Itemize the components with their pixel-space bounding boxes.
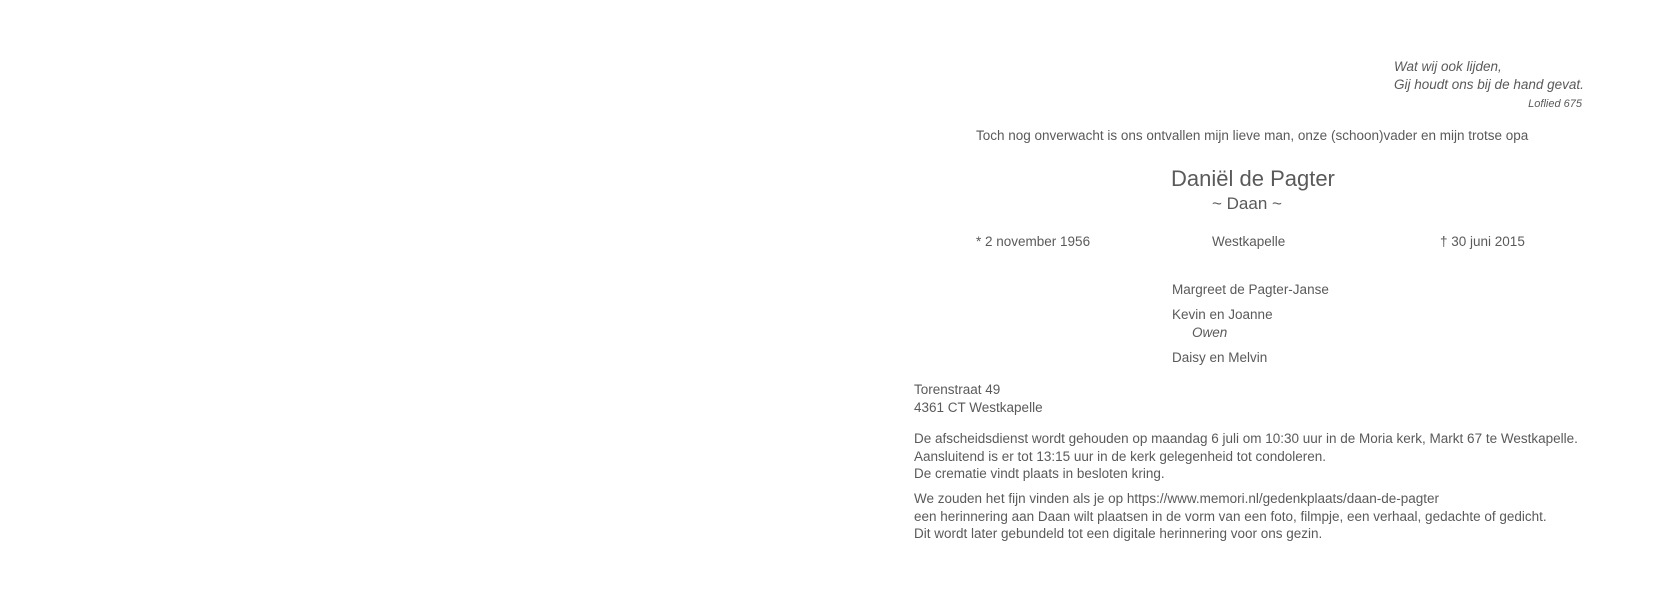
poem-source: Loflied 675 (1528, 98, 1582, 110)
service-line: Aansluitend is er tot 13:15 uur in de kerk gelegenheid tot condoleren. (914, 449, 1327, 464)
memorial-line: Dit wordt later gebundeld tot een digitale herinnering voor ons gezin. (914, 526, 1323, 541)
address-street: Torenstraat 49 (914, 382, 1001, 397)
intro-text: Toch nog onverwacht is ons ontvallen mijn lieve man, onze (schoon)vader en mijn trotse opa (976, 128, 1529, 143)
poem-line-1: Wat wij ook lijden, (1394, 59, 1502, 74)
deceased-nickname: ~ Daan ~ (1212, 194, 1282, 213)
birth-date: * 2 november 1956 (976, 234, 1091, 249)
child-name: Daisy en Melvin (1172, 350, 1268, 365)
service-line: De afscheidsdienst wordt gehouden op maandag 6 juli om 10:30 uur in de Moria kerk, Markt 67 te Westkapelle. (914, 431, 1578, 446)
spouse-name: Margreet de Pagter-Janse (1172, 282, 1329, 297)
poem-line-2: Gij houdt ons bij de hand gevat. (1394, 77, 1584, 92)
place: Westkapelle (1212, 234, 1286, 249)
grandchild-name: Owen (1192, 325, 1228, 340)
memorial-line: We zouden het fijn vinden als je op https://www.memori.nl/gedenkplaats/daan-de-pagter (914, 491, 1440, 506)
service-line: De crematie vindt plaats in besloten kring. (914, 466, 1165, 481)
death-date: † 30 juni 2015 (1440, 234, 1525, 249)
deceased-name: Daniël de Pagter (1171, 166, 1335, 191)
address-city: 4361 CT Westkapelle (914, 400, 1043, 415)
memorial-line: een herinnering aan Daan wilt plaatsen in de vorm van een foto, filmpje, een verhaal, gedachte of gedicht. (914, 509, 1547, 524)
child-name: Kevin en Joanne (1172, 307, 1273, 322)
